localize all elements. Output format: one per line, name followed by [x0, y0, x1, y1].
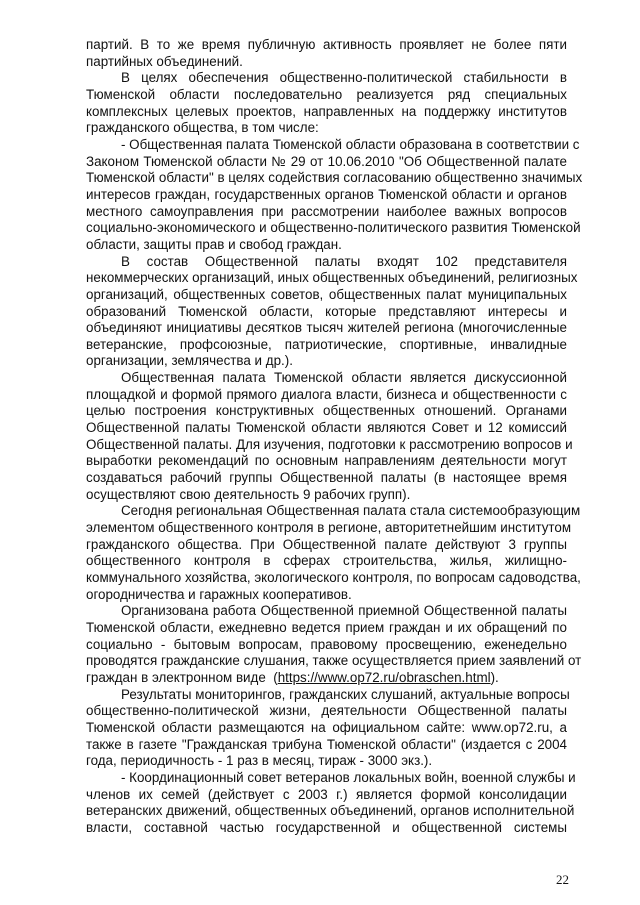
text-line: огородничества и гаражных кооперативов.: [86, 586, 352, 602]
text-line: организаций, общественных советов, общественных палат муниципальных: [86, 286, 567, 302]
paragraph: [86, 503, 581, 603]
text-line: Сегодня региональная Общественная палата стала системообразующим: [121, 503, 581, 519]
text-line: Организована работа Общественной приемной Общественной палаты: [121, 603, 567, 619]
text-line: Тюменской области" в целях содействия согласованию общественно значимых: [86, 170, 583, 186]
text-line: Общественной палаты. Для изучения, подготовки к рассмотрению вопросов и: [86, 436, 573, 452]
page-number: 22: [556, 872, 569, 887]
paragraph: [86, 136, 583, 254]
text-line: площадкой и формой прямого диалога власти, бизнеса и общественности с: [86, 386, 567, 402]
text-line: партийных объединений.: [86, 53, 243, 69]
text-line: создаваться рабочий группы Общественной палаты (в настоящее время: [86, 470, 567, 486]
paragraph: [86, 70, 567, 137]
text-line: власти, составной частью государственной и общественной системы: [86, 819, 567, 835]
text-line: Тюменской области последовательно реализуется ряд специальных: [86, 86, 567, 102]
text-line: [86, 670, 567, 687]
text-fragment: ).: [490, 669, 499, 685]
document-body: [86, 37, 583, 837]
text-line: местного самоуправления при рассмотрении наиболее важных вопросов: [86, 203, 567, 219]
text-line: комплексных целевых проектов, направленных на поддержку институтов: [86, 103, 567, 119]
text-line: ветеранские, профсоюзные, патриотические, спортивные, инвалидные: [86, 336, 567, 352]
text-line: коммунального хозяйства, экологического контроля, по вопросам садоводства,: [86, 570, 581, 585]
text-line: общественно-политической жизни, деятельности Общественной палаты: [86, 703, 567, 719]
text-line: Результаты мониторингов, гражданских слушаний, актуальные вопросы: [121, 686, 570, 702]
text-line: области, защиты прав и свобод граждан.: [86, 236, 342, 252]
text-line: образований Тюменской области, которые представляют интересы и: [86, 303, 567, 319]
text-line: ветеранских движений, общественных объединений, органов исполнительной: [86, 803, 575, 819]
paragraph: [86, 370, 573, 503]
text-line: организации, землячества и др.).: [86, 353, 293, 369]
paragraph: [86, 37, 567, 70]
text-line: целью построения конструктивных общественных отношений. Органами: [86, 403, 567, 419]
text-line: некоммерческих организаций, иных общественных объединений, религиозных: [86, 270, 578, 286]
text-line: проводятся гражданские слушания, также осуществляется прием заявлений от: [86, 653, 582, 669]
text-fragment: граждан в электронном виде (: [86, 669, 278, 685]
paragraph: [86, 686, 570, 770]
text-line: В целях обеспечения общественно-политической стабильности в: [121, 70, 567, 86]
text-line: социально - бытовым вопросам, правовому просвещению, еженедельно: [86, 636, 567, 652]
text-line: - Координационный совет ветеранов локальных войн, военной службы и: [121, 769, 576, 785]
text-line: гражданского общества. При Общественной палате действуют 3 группы: [86, 536, 567, 552]
text-line: года, периодичность - 1 раз в месяц, тираж - 3000 экз.).: [86, 753, 433, 769]
text-line: общественного контроля в сферах строительства, жилья, жилищно-: [86, 553, 567, 569]
text-line: Тюменской области размещаются на официальном сайте: www.op72.ru, а: [86, 719, 567, 735]
paragraph: [86, 253, 578, 371]
text-line: осуществляют свою деятельность 9 рабочих групп).: [86, 486, 411, 502]
text-line: членов их семей (действует с 2003 г.) является формой консолидации: [86, 786, 567, 802]
text-line: Общественной палаты Тюменской области являются Совет и 12 комиссий: [86, 420, 567, 436]
paragraph: [86, 603, 582, 686]
text-line: Законом Тюменской области № 29 от 10.06.2010 "Об Общественной палате: [86, 153, 567, 169]
paragraph: [86, 769, 576, 837]
obraschen-link[interactable]: https://www.op72.ru/obraschen.html: [277, 669, 491, 685]
text-line: Тюменской области, ежедневно ведется прием граждан и их обращений по: [86, 619, 567, 635]
text-line: - Общественная палата Тюменской области образована в соответствии с: [121, 136, 580, 152]
text-line: элементом общественного контроля в регионе, авторитетнейшим институтом: [86, 520, 572, 536]
text-line: также в газете "Гражданская трибуна Тюменской области" (издается с 2004: [86, 736, 567, 752]
text-line: объединяют инициативы десятков тысяч жителей региона (многочисленные: [86, 320, 567, 336]
text-line: интересов граждан, государственных органов Тюменской области и органов: [86, 186, 567, 202]
text-line: выработки рекомендаций по основным направлениям деятельности могут: [86, 453, 567, 469]
text-line: В состав Общественной палаты входят 102 представителя: [121, 253, 567, 269]
text-line: партий. В то же время публичную активность проявляет не более пяти: [86, 37, 567, 52]
text-line: гражданского общества, в том числе:: [86, 120, 319, 136]
text-line: Общественная палата Тюменской области является дискуссионной: [121, 370, 567, 386]
text-line: социально-экономического и общественно-политического развития Тюменской: [86, 220, 581, 236]
